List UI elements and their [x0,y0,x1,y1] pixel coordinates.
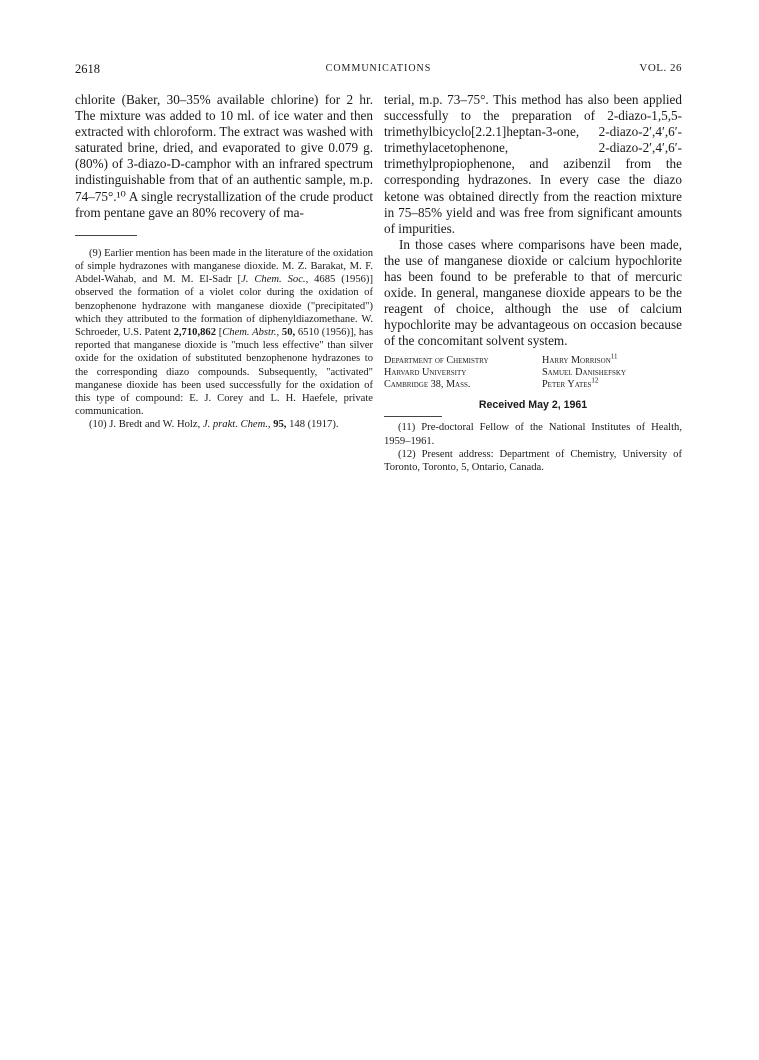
affiliation-line: Harvard University [384,366,467,378]
footnote-9-text: 6510 (1956)], has reported that manganese dioxide is "much less effective" than silver oxide for the oxidation of substituted benzophenone hydrazones to the corresponding diazo compounds. Subsequently, "activated" manganese dioxide has been used successfully for the oxidation of this type of compound: E. J. Corey and L. H. Haefele, private communication. [75,326,373,418]
affiliation-line: Cambridge 38, Mass. [384,378,471,390]
affiliation [384,355,542,392]
footnote-9-journal: J. Chem. Soc. [241,274,306,286]
body-paragraph: chlorite (Baker, 30–35% available chlorine) for 2 hr. The mixture was added to 10 ml. of ice water and then extracted with chloroform. The extract was washed with saturated brine, dried, and evaporated to give 0.079 g. (80%) of 3-diazo-D-camphor with an infrared spectrum indistinguishable from that of an authentic sample, m.p. 74–75°.¹⁰ A single recrystallization of the crude product from pentane gave an 80% recovery of ma- [75,92,373,220]
footnote-9-text: , [276,326,282,338]
footnote-9-volume: 50, [281,326,296,338]
right-column [384,92,682,475]
author-name-text: Harry Morrison [542,354,611,366]
left-column [75,92,373,432]
footnote-12: (12) Present address: Department of Chemistry, University of Toronto, Toronto, 5, Ontario, Canada. [384,448,682,474]
footnote-9-text: , 4685 (1956)] observed the formation of a violet color during the oxidation of benzophenone hydrazone with manganese dioxide ("precipitated") which they attributed to the formation of diphenyldiazomethane. W. Schroeder, U.S. Patent [75,274,373,338]
footnote-9-journal: Chem. Abstr. [222,326,277,338]
author-name-text: Samuel Danishefsky [542,366,627,378]
author-list [542,352,682,392]
footnote-11: (11) Pre-doctoral Fellow of the National Institutes of Health, 1959–1961. [384,422,682,447]
body-paragraph: In those cases where comparisons have been made, the use of manganese dioxide or calcium hypochlorite has been found to be preferable to that of mercuric oxide. In general, manganese dioxide appears to be the reagent of choice, although the use of calcium hypochlorite may be advantageous on occasion because of the concomitant solvent system. [384,236,682,349]
footnote-10 [75,418,373,431]
footnote-10-text: 148 (1917). [286,419,339,431]
signature-block [384,352,682,392]
running-title: COMMUNICATIONS [325,63,432,74]
received-date: Received May 2, 1961 [478,399,588,412]
footnote-10-volume: 95, [273,419,287,431]
footnote-10-text: , [267,419,274,431]
author-note: 11 [610,352,618,361]
footnote-9-patent: 2,710,862 [173,326,216,338]
body-paragraph: terial, m.p. 73–75°. This method has also been applied successfully to the preparation of 2-diazo-1,5,5-trimethylbicyclo[2.2.1]heptan-3-one, 2-diazo-2′,4′,6′-trimethylacetophenone, 2-diazo-2′,4′,6′-trimethylpropiophenone, and azibenzil from the corresponding hydrazones. In every case the diazo ketone was obtained directly from the reaction mixture in 75–85% yield and was free from significant amounts of impurities. [384,92,682,236]
author-name [542,367,682,379]
footnote-9-text: (9) Earlier mention has been made in the literature of the oxidation of simple hydrazones with manganese dioxide. M. Z. Barakat, M. F. Abdel-Wahab, and M. M. El-Sadr [ [75,247,373,286]
affiliation-line: Department of Chemistry [384,354,489,366]
footnote-9-text: [ [215,326,223,338]
author-name [542,352,682,367]
volume-label: VOL. 26 [639,62,682,74]
footnote-9 [75,247,373,419]
author-note: 12 [591,376,599,385]
footnote-rule [75,235,137,236]
page-number: 2618 [75,62,100,76]
running-header [75,62,682,78]
author-name-text: Peter Yates [542,378,592,390]
author-name [542,376,682,391]
footnote-10-text: (10) J. Bredt and W. Holz, [89,419,203,431]
footnote-10-journal: J. prakt. Chem. [202,419,268,431]
footnote-rule [384,416,442,417]
